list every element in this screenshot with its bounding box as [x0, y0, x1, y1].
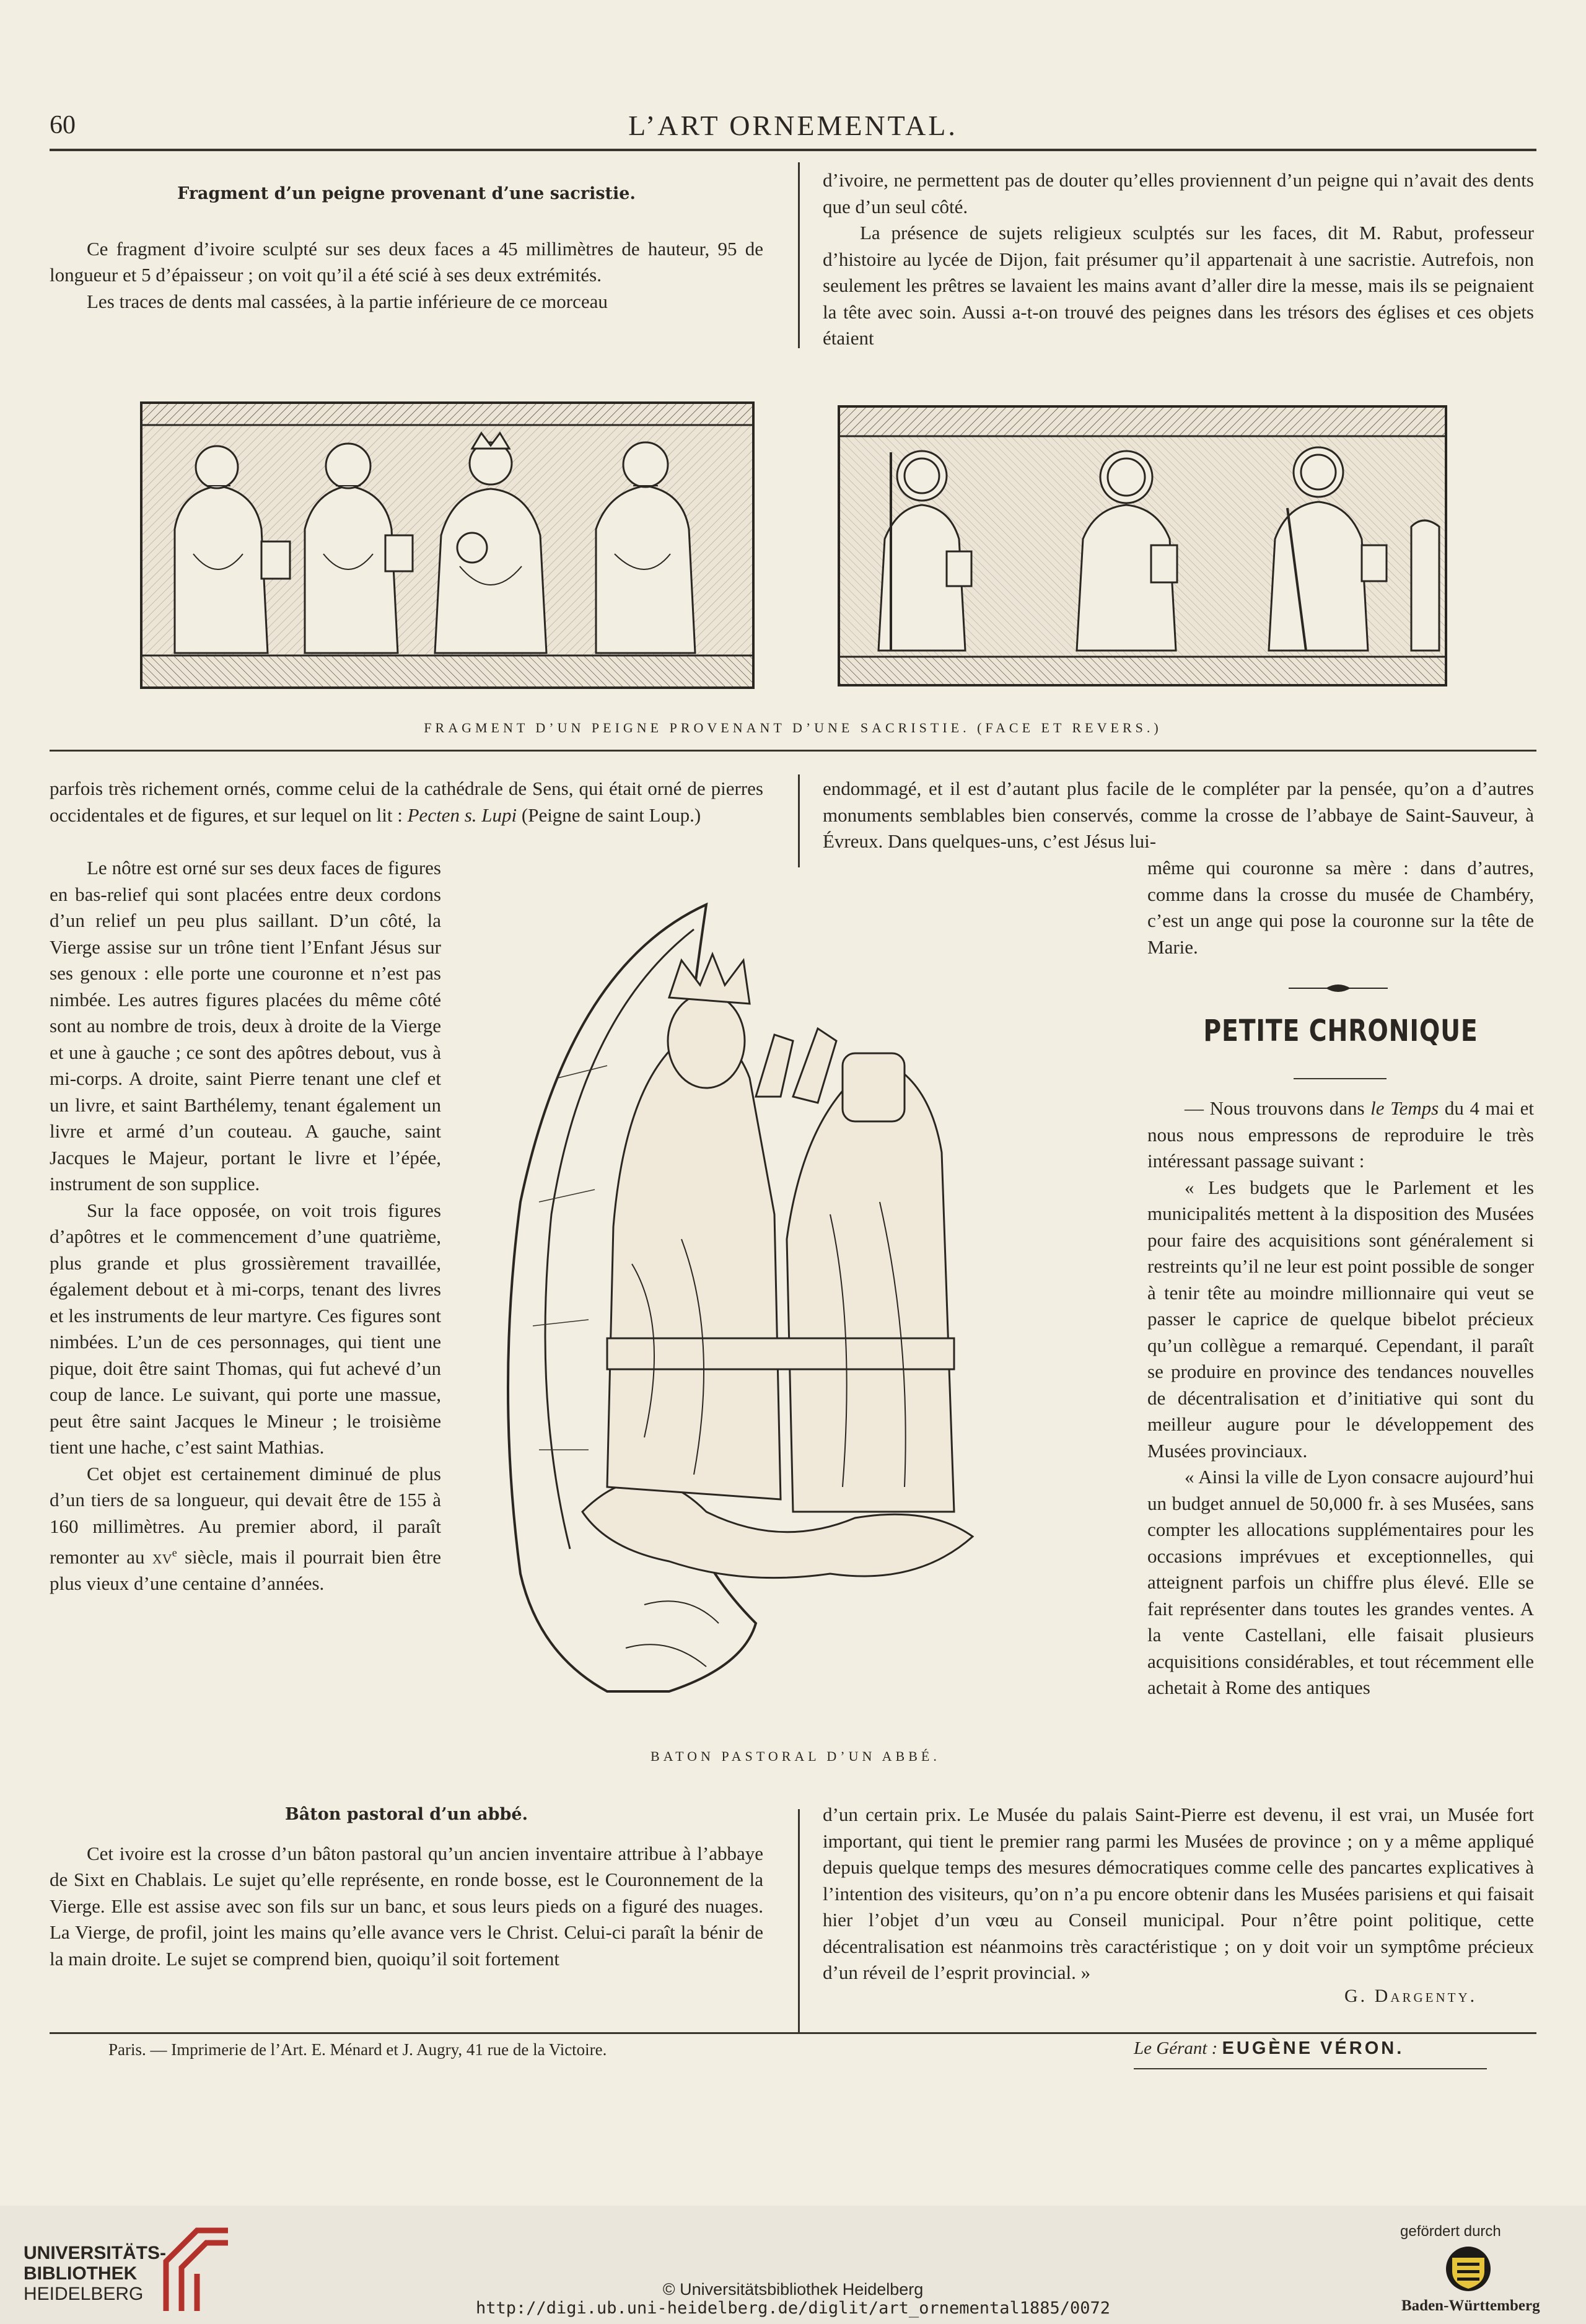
signature: G. Dargenty. [1344, 1986, 1478, 2006]
library-logo-text: UNIVERSITÄTS- BIBLIOTHEK HEIDELBERG [24, 2243, 167, 2304]
paragraph: d’ivoire, ne permettent pas de douter qu’elles proviennent d’un peigne qui n’avait des dents que d’un seul côté. [823, 169, 1534, 217]
funder-name: Baden-Württemberg [1401, 2297, 1540, 2314]
paragraph: — Nous trouvons dans le Temps du 4 mai et nous nous empressons de reproduire le très intéressant passage suivant : [1147, 1097, 1534, 1172]
column-divider-top [798, 162, 800, 348]
left-narrow-column [50, 855, 441, 1597]
paragraph: « Les budgets que le Parlement et les municipalités mettent à la disposition des Musées pour faire des acquisitions sont généralement si restreints qu’il ne leur est point possible de songer à tenir tête au moindre millionnaire qui veut se passer le caprice de quelque bibelot précieux qu’un collègue a remarqué. Cependant, il paraît se produire en province des tendances nouvelles de décentralisation et d’initiative qui sont du meilleur augure pour le développement des Musées provinciaux. [1147, 1176, 1534, 1462]
library-footer [0, 2206, 1586, 2324]
page-number: 60 [50, 111, 76, 139]
left-mid-intro [50, 776, 763, 828]
paragraph: endommagé, et il est d’autant plus facile de le compléter par la pensée, qu’on a d’autres monuments semblables bien conservés, comme la crosse de l’abbaye de Saint-Sauveur, à Évreux. Dans quelques-uns, c’est Jésus lui- [823, 778, 1534, 852]
paragraph: même qui couronne sa mère : dans d’autres, comme dans la crosse du musée de Chambéry, c’est un ange qui pose la couronne sur la tête de Marie. [1147, 857, 1534, 958]
gerant-rule [1134, 2068, 1487, 2069]
chronique-rule [1294, 1078, 1387, 1079]
article1-paragraph: Les traces de dents mal cassées, à la partie inférieure de ce morceau [87, 290, 608, 312]
right-mid-intro [823, 776, 1534, 855]
column-divider-mid [798, 774, 800, 867]
footer-rule [50, 2032, 1536, 2034]
article2-title: Bâton pastoral d’un abbé. [284, 1805, 528, 1824]
right-bottom-block [823, 1802, 1534, 1986]
imprint-left: Paris. — Imprimerie de l’Art. E. Ménard et J. Augry, 41 rue de la Victoire. [108, 2040, 607, 2059]
crozier-illustration [483, 892, 1109, 1698]
ornament-divider [1289, 982, 1388, 994]
paragraph: Sur la face opposée, on voit trois figures d’apôtres et le commencement d’une quatrième, plus grande et plus grossièrement travaillée, également debout et à mi-corps, tenant des livres et les instruments de leur martyre. Ces figures sont nimbées. L’un de ces personnages, qui tient une pique, doit être saint Thomas, qui fut achevé d’un coup de lance. Le suivant, qui porte une massue, peut être saint Jacques le Mineur ; le troisième tient une hache, c’est saint Mathias. [50, 1199, 441, 1458]
column-divider-lower [798, 1809, 800, 2032]
comb-front-illustration [138, 399, 757, 690]
right-narrow-top [1147, 855, 1534, 960]
right-narrow-chronique [1147, 1095, 1534, 1701]
paragraph: d’un certain prix. Le Musée du palais Saint-Pierre est devenu, il est vrai, un Musée fort important, qui tient le premier rang parmi les Musées de province ; on y a même appliqué depuis quelque temps des mesures démocratiques comme celle des pancartes explicatives à l’intention des visiteurs, qu’on n’a pu encore obtenir dans les Musées parisiens et qui faisait hier l’objet d’un vœu au Conseil municipal. Pour n’être point politique, cette décentralisation est néanmoins très caractéristique ; on y doit voir un symptôme précieux d’un réveil de l’esprit provincial. » [823, 1804, 1534, 1983]
paragraph: Le nôtre est orné sur ses deux faces de figures en bas-relief qui sont placées entre deux cordons d’un relief un peu plus saillant. D’un côté, la Vierge assise sur un trône tient l’Enfant Jésus sur ses genoux : elle porte une couronne et n’est pas nimbée. Les autres figures placées du même côté sont au nombre de trois, deux à droite de la Vierge et une à gauche ; ce sont des apôtres debout, vus à mi-corps. A droite, saint Pierre tenant une clef et un livre, et saint Barthélemy, tenant également un livre et armé d’un couteau. A gauche, saint Jacques le Majeur, portant le livre et l’épée, instrument de son supplice. [50, 857, 441, 1195]
funder-coat-of-arms-icon [1444, 2244, 1493, 2294]
article1-block [50, 181, 763, 315]
paragraph: « Ainsi la ville de Lyon consacre aujourd’hui un budget annuel de 50,000 fr. à ses Musées, sans compter les allocations supplémentaires pour les occasions imprévues et exceptionnelles, qui atteignent parfois un chiffre plus élevé. Elle se fait représenter dans toutes les grandes ventes. A la vente Castellani, elle faisait plusieurs acquisitions considérables, et tout récemment elle achetait à Rome des antiques [1147, 1466, 1534, 1698]
article1-title: Fragment d’un peigne provenant d’une sacristie. [177, 184, 636, 203]
article1-paragraph: Ce fragment d’ivoire sculpté sur ses deux faces a 45 millimètres de hauteur, 95 de longueur et 5 d’épaisseur ; on voit qu’il a été scié à ses deux extrémités. [50, 237, 763, 286]
header-rule [50, 149, 1536, 151]
article2-block [50, 1802, 763, 1972]
running-title: L’ART ORNEMENTAL. [628, 110, 958, 141]
funded-label: gefördert durch [1400, 2223, 1501, 2240]
chronique-title: PETITE CHRONIQUE [1203, 1014, 1478, 1048]
figure1-rule [50, 750, 1536, 752]
paragraph: La présence de sujets religieux sculptés sur les faces, dit M. Rabut, professeur d’histoire au lycée de Dijon, fait présumer qu’il appartenait à une sacristie. Autrefois, non seulement les prêtres se lavaient les mains avant d’aller dire la messe, mais ils se peignaient la tête avec soin. Aussi a-t-on trouvé des peignes dans les trésors des églises et ces objets étaient [823, 222, 1534, 349]
figure2-caption: BATON PASTORAL D’UN ABBÉ. [651, 1748, 940, 1764]
page-url[interactable]: http://digi.ub.uni-heidelberg.de/diglit/art_ornemental1885/0072 [475, 2299, 1111, 2318]
gerant: Le Gérant : EUGÈNE VÉRON. [1134, 2038, 1404, 2058]
right-top-block [823, 167, 1534, 352]
paragraph: parfois très richement ornés, comme celui de la cathédrale de Sens, qui était orné de pierres occidentales et de figures, et sur lequel on lit : Pecten s. Lupi (Peigne de saint Loup.) [50, 778, 763, 826]
paragraph: Cet ivoire est la crosse d’un bâton pastoral qu’un ancien inventaire attribue à l’abbaye de Sixt en Chablais. Le sujet qu’elle représente, en ronde bosse, est le Couronnement de la Vierge. Elle est assise avec son fils sur un banc, et sous leurs pieds on a figuré des nuages. La Vierge, de profil, joint les mains qu’elle avance vers le Christ. Celui-ci paraît la bénir de la main droite. Le sujet se comprend bien, quoiqu’il soit fortement [50, 1842, 763, 1970]
paragraph: Cet objet est certainement diminué de plus d’un tiers de sa longueur, qui devait être de 155 à 160 millimètres. Au premier abord, il paraît remonter au $xv^e$ siècle, mais il pourrait bien être plus vieux d’une centaine d’années. [50, 1462, 441, 1594]
copyright: © Universitätsbibliothek Heidelberg [662, 2280, 924, 2299]
comb-back-illustration [835, 403, 1450, 689]
figure1-caption: FRAGMENT D’UN PEIGNE PROVENANT D’UNE SACRISTIE. (FACE ET REVERS.) [424, 720, 1162, 735]
